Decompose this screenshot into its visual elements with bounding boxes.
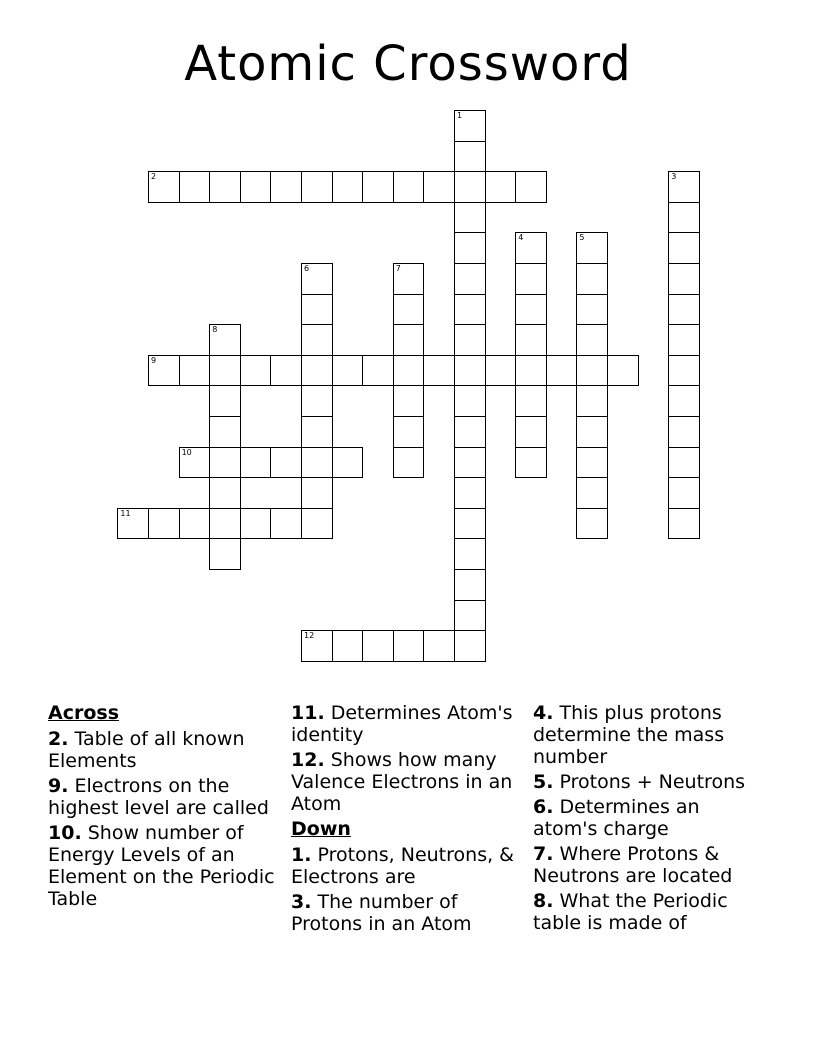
crossword-cell[interactable] [454, 538, 486, 570]
crossword-cell[interactable] [515, 447, 547, 479]
clue-number: 4. [533, 702, 554, 724]
clue-across-10 [48, 822, 278, 910]
crossword-cell[interactable] [209, 508, 241, 540]
cell-number: 11 [120, 508, 131, 518]
crossword-cell[interactable] [454, 171, 486, 203]
crossword-cell[interactable] [270, 447, 302, 479]
crossword-cell[interactable] [301, 508, 333, 540]
crossword-cell[interactable] [209, 355, 241, 387]
cell-number: 3 [671, 172, 677, 182]
crossword-cell[interactable] [515, 355, 547, 387]
crossword-cell[interactable] [576, 294, 608, 326]
clue-text: Protons + Neutrons [559, 771, 746, 793]
crossword-cell[interactable] [148, 355, 180, 387]
crossword-cell[interactable] [179, 447, 211, 479]
crossword-cell[interactable] [393, 630, 425, 662]
crossword-cell[interactable] [576, 355, 608, 387]
crossword-cell[interactable] [301, 630, 333, 662]
crossword-cell[interactable] [668, 294, 700, 326]
clues-column-2 [291, 702, 521, 938]
crossword-cell[interactable] [301, 385, 333, 417]
crossword-cell[interactable] [576, 416, 608, 448]
crossword-cell[interactable] [301, 294, 333, 326]
crossword-cell[interactable] [576, 447, 608, 479]
crossword-cell[interactable] [209, 385, 241, 417]
cell-number: 6 [304, 264, 310, 273]
clue-down-8 [533, 890, 763, 934]
crossword-cell[interactable] [301, 416, 333, 448]
clue-down-7 [533, 843, 763, 887]
crossword-cell[interactable] [393, 447, 425, 479]
clue-down-3 [291, 891, 521, 935]
clue-number: 2. [48, 728, 69, 750]
clue-number: 7. [533, 843, 554, 865]
crossword-cell[interactable] [179, 171, 211, 203]
crossword-cell[interactable] [301, 477, 333, 509]
crossword-cell[interactable] [454, 110, 486, 142]
crossword-cell[interactable] [209, 538, 241, 570]
crossword-cell[interactable] [454, 324, 486, 356]
crossword-cell[interactable] [332, 355, 364, 387]
crossword-cell[interactable] [454, 477, 486, 509]
clue-text: Determines Atom's identity [291, 702, 513, 746]
clues-column-3 [533, 702, 763, 937]
crossword-cell[interactable] [393, 294, 425, 326]
cell-number: 12 [304, 631, 315, 641]
crossword-cell[interactable] [576, 477, 608, 509]
clue-number: 6. [533, 796, 554, 818]
clue-across-2 [48, 728, 278, 772]
crossword-cell[interactable] [179, 355, 211, 387]
clue-down-1 [291, 844, 521, 888]
crossword-cell[interactable] [515, 171, 547, 203]
crossword-cell[interactable] [117, 508, 149, 540]
crossword-cell[interactable] [454, 569, 486, 601]
clue-text: Show number of Energy Levels of an Element on the Periodic Table [48, 822, 275, 910]
crossword-cell[interactable] [301, 355, 333, 387]
crossword-cell[interactable] [454, 294, 486, 326]
clue-text: What the Periodic table is made of [533, 890, 728, 934]
clue-number: 9. [48, 775, 69, 797]
crossword-cell[interactable] [240, 447, 272, 479]
crossword-cell[interactable] [485, 171, 517, 203]
clues-column-1 [48, 702, 278, 913]
crossword-cell[interactable] [454, 355, 486, 387]
crossword-cell[interactable] [240, 508, 272, 540]
crossword-cell[interactable] [362, 355, 394, 387]
crossword-cell[interactable] [209, 324, 241, 356]
crossword-cell[interactable] [515, 385, 547, 417]
clue-number: 3. [291, 891, 312, 913]
crossword-cell[interactable] [423, 171, 455, 203]
crossword-cell[interactable] [209, 477, 241, 509]
crossword-cell[interactable] [301, 263, 333, 295]
crossword-cell[interactable] [668, 171, 700, 203]
cell-number: 2 [151, 172, 157, 182]
clue-number: 8. [533, 890, 554, 912]
crossword-cell[interactable] [454, 416, 486, 448]
crossword-cell[interactable] [515, 294, 547, 326]
crossword-cell[interactable] [515, 232, 547, 264]
crossword-cell[interactable] [362, 171, 394, 203]
crossword-cell[interactable] [668, 324, 700, 356]
crossword-cell[interactable] [515, 263, 547, 295]
across-heading: Across [48, 702, 120, 724]
clue-number: 10. [48, 822, 82, 844]
crossword-cell[interactable] [209, 171, 241, 203]
crossword-cell[interactable] [454, 141, 486, 173]
crossword-cell[interactable] [668, 355, 700, 387]
cell-number: 4 [518, 233, 524, 243]
clue-text: This plus protons determine the mass number [533, 702, 725, 768]
clue-text: Protons, Neutrons, & Electrons are [291, 844, 514, 888]
crossword-cell[interactable] [668, 508, 700, 540]
crossword-cell[interactable] [515, 324, 547, 356]
crossword-cell[interactable] [576, 232, 608, 264]
crossword-cell[interactable] [454, 630, 486, 662]
clue-number: 12. [291, 749, 325, 771]
crossword-cell[interactable] [454, 508, 486, 540]
crossword-cell[interactable] [270, 508, 302, 540]
crossword-cell[interactable] [454, 447, 486, 479]
clue-text: Table of all known Elements [48, 728, 245, 772]
crossword-cell[interactable] [209, 416, 241, 448]
crossword-cell[interactable] [393, 263, 425, 295]
clue-text: Shows how many Valence Electrons in an Atom [291, 749, 513, 815]
crossword-cell[interactable] [454, 263, 486, 295]
crossword-cell[interactable] [607, 355, 639, 387]
crossword-cell[interactable] [270, 171, 302, 203]
page-title: Atomic Crossword [184, 36, 632, 92]
crossword-cell[interactable] [393, 171, 425, 203]
crossword-cell[interactable] [301, 447, 333, 479]
crossword-cell[interactable] [668, 477, 700, 509]
crossword-cell[interactable] [209, 447, 241, 479]
cell-number: 7 [395, 264, 401, 273]
clue-text: Determines an atom's charge [533, 796, 700, 840]
crossword-cell[interactable] [393, 355, 425, 387]
clue-across-11 [291, 702, 521, 746]
crossword-cell[interactable] [362, 630, 394, 662]
crossword-cell[interactable] [668, 232, 700, 264]
crossword-cell[interactable] [301, 324, 333, 356]
cell-number: 8 [212, 325, 218, 335]
cell-number: 5 [579, 233, 585, 243]
crossword-cell[interactable] [576, 508, 608, 540]
down-heading: Down [291, 818, 351, 840]
crossword-cell[interactable] [576, 385, 608, 417]
clue-text: The number of Protons in an Atom [291, 891, 472, 935]
crossword-cell[interactable] [485, 355, 517, 387]
crossword-cell[interactable] [576, 263, 608, 295]
clue-number: 11. [291, 702, 325, 724]
crossword-cell[interactable] [454, 202, 486, 234]
clue-number: 5. [533, 771, 554, 793]
crossword-cell[interactable] [332, 171, 364, 203]
clue-number: 1. [291, 844, 312, 866]
crossword-cell[interactable] [393, 416, 425, 448]
clue-down-6 [533, 796, 763, 840]
crossword-cell[interactable] [332, 630, 364, 662]
crossword-cell[interactable] [393, 385, 425, 417]
crossword-cell[interactable] [332, 447, 364, 479]
crossword-cell[interactable] [148, 508, 180, 540]
crossword-cell[interactable] [668, 447, 700, 479]
crossword-cell[interactable] [148, 171, 180, 203]
crossword-cell[interactable] [423, 355, 455, 387]
crossword-cell[interactable] [546, 355, 578, 387]
crossword-cell[interactable] [668, 202, 700, 234]
cell-number: 10 [181, 447, 192, 457]
clue-down-5 [533, 771, 763, 793]
crossword-cell[interactable] [301, 171, 333, 203]
crossword-cell[interactable] [240, 355, 272, 387]
clue-across-12 [291, 749, 521, 815]
crossword-cell[interactable] [454, 600, 486, 632]
crossword-cell[interactable] [179, 508, 211, 540]
crossword-cell[interactable] [393, 324, 425, 356]
crossword-cell[interactable] [454, 385, 486, 417]
crossword-cell[interactable] [668, 416, 700, 448]
cell-number: 1 [457, 111, 463, 120]
crossword-cell[interactable] [515, 416, 547, 448]
crossword-cell[interactable] [668, 263, 700, 295]
crossword-cell[interactable] [240, 171, 272, 203]
crossword-cell[interactable] [270, 355, 302, 387]
clue-across-9 [48, 775, 278, 819]
crossword-cell[interactable] [454, 232, 486, 264]
cell-number: 9 [151, 355, 157, 365]
crossword-cell[interactable] [668, 385, 700, 417]
clue-text: Where Protons & Neutrons are located [533, 843, 733, 887]
crossword-cell[interactable] [423, 630, 455, 662]
crossword-cell[interactable] [576, 324, 608, 356]
clue-text: Electrons on the highest level are called [48, 775, 269, 819]
clue-down-4 [533, 702, 763, 768]
